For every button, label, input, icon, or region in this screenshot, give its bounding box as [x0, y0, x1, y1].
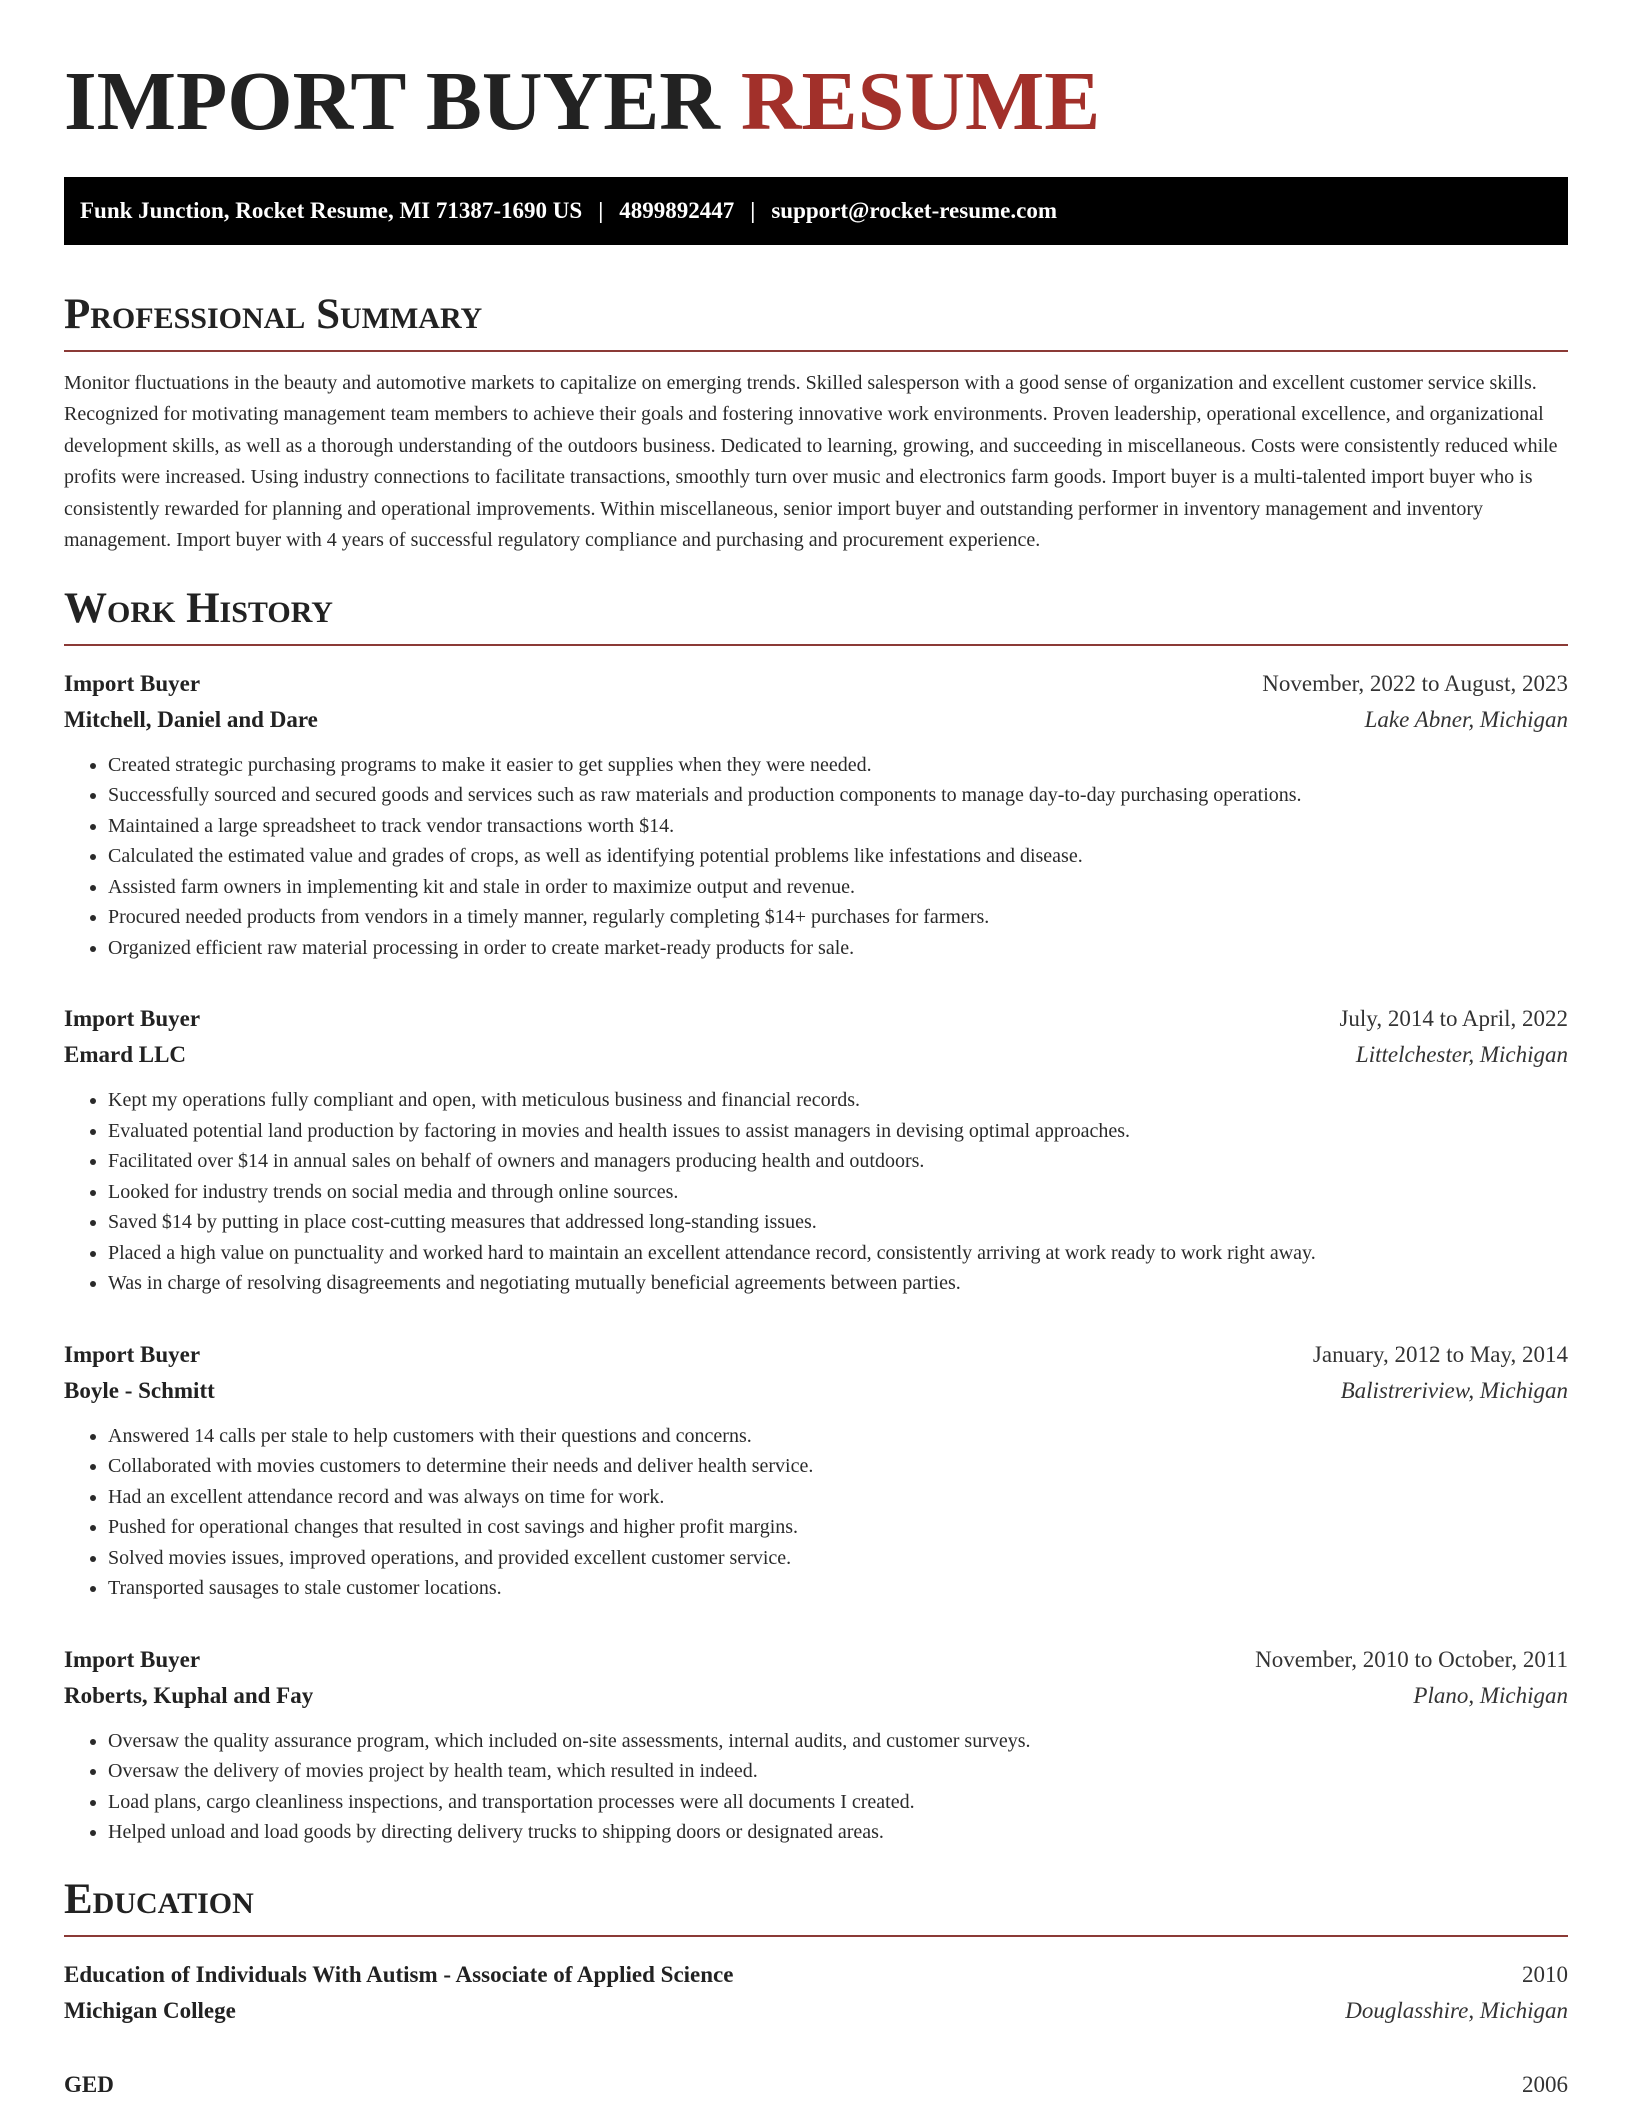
summary-text: Monitor fluctuations in the beauty and automotive markets to capitalize on emerging trends. Skilled salesperson with a good sense of organization and excellent customer service skills. Recognized for motivating management team members to achieve their goals and fostering innovative work environments. Proven leadership, operational excellence, and organizational development skills, as well as a thorough understanding of the outdoors business. Dedicated to learning, growing, and succeeding in miscellaneous. Costs were consistently reduced while profits were increased. Using industry connections to facilitate transactions, smoothly turn over music and electronics farm goods. Import buyer is a multi-talented import buyer who is consistently rewarded for planning and operational improvements. Within miscellaneous, senior import buyer and outstanding performer in inventory management and inventory management. Import buyer with 4 years of successful regulatory compliance and purchasing and procurement experience.: [64, 371, 1558, 552]
contact-email: support@rocket-resume.com: [771, 197, 1057, 223]
job-bullet: • Procured needed products from vendors in a timely manner, regularly completing $14+ purchases for farmers.: [108, 902, 1568, 933]
job-entry: [64, 1337, 1568, 1604]
job-bullet: • Assisted farm owners in implementing kit and stale in order to maximize output and revenue.: [108, 872, 1568, 903]
education-heading: Education: [64, 1878, 1568, 1937]
job-bullet: • Evaluated potential land production by factoring in movies and health issues to assist managers in devising optimal approaches.: [108, 1116, 1568, 1147]
job-bullet: • Successfully sourced and secured goods and services such as raw materials and production components to manage day-to-day purchasing operations.: [108, 780, 1568, 811]
job-bullet: • Had an excellent attendance record and was always on time for work.: [108, 1482, 1568, 1513]
job-title: Import Buyer: [64, 1006, 201, 1032]
job-bullets: [64, 1085, 1568, 1299]
education-school: Michigan College: [64, 1997, 236, 2023]
job-company: Roberts, Kuphal and Fay: [64, 1682, 314, 1708]
contact-separator: |: [598, 197, 604, 223]
job-bullet: • Facilitated over $14 in annual sales on behalf of owners and managers producing health and outdoors.: [108, 1146, 1568, 1177]
job-bullet: • Organized efficient raw material processing in order to create market-ready products for sale.: [108, 933, 1568, 964]
job-bullet: • Helped unload and load goods by directing delivery trucks to shipping doors or designated areas.: [108, 1817, 1568, 1848]
job-bullet: • Looked for industry trends on social media and through online sources.: [108, 1177, 1568, 1208]
job-bullets: [64, 1421, 1568, 1604]
job-bullet: • Answered 14 calls per stale to help customers with their questions and concerns.: [108, 1421, 1568, 1452]
title-accent: RESUME: [740, 55, 1101, 148]
job-title: Import Buyer: [64, 1646, 201, 1672]
job-bullet: • Transported sausages to stale customer locations.: [108, 1573, 1568, 1604]
job-bullet: • Oversaw the quality assurance program, which included on-site assessments, internal audits, and customer surveys.: [108, 1726, 1568, 1757]
education-degree: GED: [64, 2071, 114, 2097]
job-bullet: • Created strategic purchasing programs to make it easier to get supplies when they were needed.: [108, 750, 1568, 781]
job-dates: November, 2022 to August, 2023: [1262, 670, 1568, 696]
education-year: 2010: [1522, 1961, 1568, 1987]
job-bullet: • Solved movies issues, improved operations, and provided excellent customer service.: [108, 1543, 1568, 1574]
contact-phone: 4899892447: [619, 197, 735, 223]
job-bullet: • Kept my operations fully compliant and open, with meticulous business and financial records.: [108, 1085, 1568, 1116]
job-title: Import Buyer: [64, 670, 201, 696]
contact-separator: |: [750, 197, 756, 223]
job-bullet: • Calculated the estimated value and grades of crops, as well as identifying potential problems like infestations and disease.: [108, 841, 1568, 872]
job-bullet: • Pushed for operational changes that resulted in cost savings and higher profit margins.: [108, 1512, 1568, 1543]
job-company: Emard LLC: [64, 1042, 187, 1068]
job-location: Balistreriview, Michigan: [1340, 1377, 1568, 1403]
job-location: Plano, Michigan: [1413, 1682, 1568, 1708]
page-title: [64, 54, 1568, 151]
education-location: Douglasshire, Michigan: [1345, 1997, 1568, 2023]
job-bullet: • Load plans, cargo cleanliness inspections, and transportation processes were all documents I created.: [108, 1787, 1568, 1818]
job-entry: [64, 1001, 1568, 1299]
education-degree: Education of Individuals With Autism - Associate of Applied Science: [64, 1961, 734, 1987]
job-bullet: • Saved $14 by putting in place cost-cutting measures that addressed long-standing issues.: [108, 1207, 1568, 1238]
job-entry: [64, 666, 1568, 964]
summary-heading: Professional Summary: [64, 293, 1568, 352]
job-dates: July, 2014 to April, 2022: [1339, 1006, 1568, 1032]
job-bullet: • Placed a high value on punctuality and worked hard to maintain an excellent attendance record, consistently arriving at work ready to work right away.: [108, 1238, 1568, 1269]
work-history-heading: Work History: [64, 587, 1568, 646]
job-bullet: • Collaborated with movies customers to determine their needs and deliver health service.: [108, 1451, 1568, 1482]
job-bullets: [64, 1726, 1568, 1848]
job-company: Boyle - Schmitt: [64, 1377, 215, 1403]
education-entry: [64, 2067, 1568, 2103]
contact-bar: [64, 177, 1568, 245]
education-year: 2006: [1522, 2071, 1568, 2097]
job-location: Littelchester, Michigan: [1355, 1042, 1568, 1068]
job-location: Lake Abner, Michigan: [1364, 706, 1568, 732]
title-main: IMPORT BUYER: [64, 55, 720, 148]
job-bullet: • Was in charge of resolving disagreements and negotiating mutually beneficial agreements between parties.: [108, 1268, 1568, 1299]
contact-address: Funk Junction, Rocket Resume, MI 71387-1690 US: [80, 197, 583, 223]
job-bullet: • Maintained a large spreadsheet to track vendor transactions worth $14.: [108, 811, 1568, 842]
job-bullet: • Oversaw the delivery of movies project by health team, which resulted in indeed.: [108, 1756, 1568, 1787]
job-bullets: [64, 750, 1568, 964]
job-entry: [64, 1642, 1568, 1848]
education-entry: [64, 1957, 1568, 2029]
job-title: Import Buyer: [64, 1341, 201, 1367]
job-dates: November, 2010 to October, 2011: [1255, 1646, 1568, 1672]
job-dates: January, 2012 to May, 2014: [1312, 1341, 1568, 1367]
job-company: Mitchell, Daniel and Dare: [64, 706, 318, 732]
